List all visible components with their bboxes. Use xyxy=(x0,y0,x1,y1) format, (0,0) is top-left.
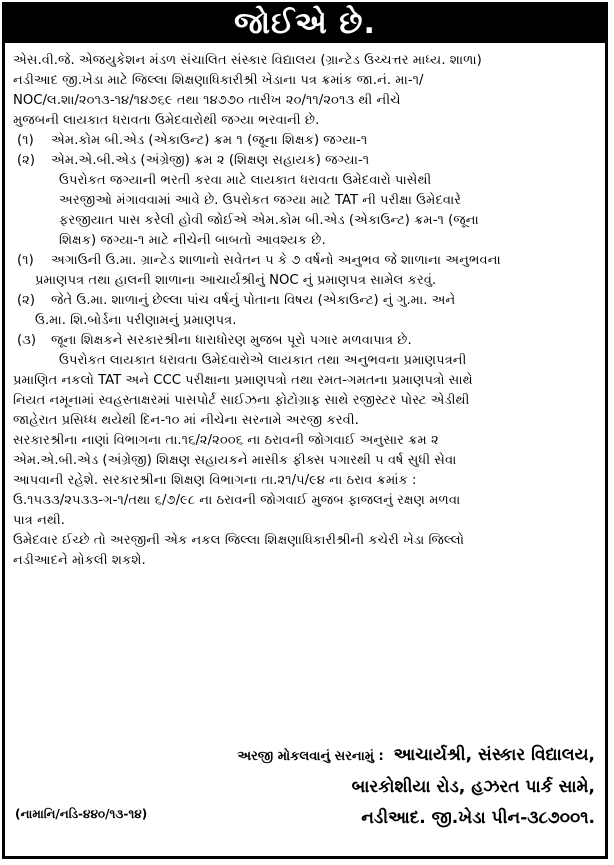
ad-body xyxy=(13,51,599,571)
govt-line: ઉ.૧૫૩૩/૨૫૩૩-ગ-૧/તથા ૬/૭/૯૮ ના ઠરાવની જોગવાઈ મુજબ ફાજલનું રક્ષણ મળવા xyxy=(13,493,461,508)
reference-number: (નામાનિ/નડિ-૪૪૦/૧૩-૧૪) xyxy=(15,807,148,821)
address-text: આચાર્યશ્રી, સંસ્કાર વિદ્યાલય, xyxy=(393,745,595,765)
requirement-text: અગાઉની ઉ.મા. ગ્રાન્ટેડ શાળાનો સવેતન ૫ કે ૭ વર્ષનો અનુભવ જે શાળાના અનુભવના xyxy=(51,253,501,268)
requirement-number: (૩) xyxy=(17,333,37,348)
post-number: (૨) xyxy=(17,153,36,168)
apply-line: નિયત નમૂનામાં સ્વહસ્તાક્ષરમાં પાસપોર્ટ સાઈઝના ફોટોગ્રાફ સાથે રજીસ્ટર પોસ્ટ એડીથી xyxy=(13,393,470,408)
address-line-1 xyxy=(237,740,595,772)
intro-line: નડીઆદ જી.ખેડા માટે જિલ્લા શિક્ષણાધિકારીશ્રી ખેડાના પત્ર ક્રમાંક જા.નં. મા-૧/ xyxy=(13,73,424,88)
address-block xyxy=(237,740,595,834)
post-note-line: ફરજીયાત પાસ કરેલી હોવી જોઈએ એમ.કોમ બી.એડ (એકાઉન્ટ) ક્રમ-૧ (જૂના xyxy=(59,213,479,228)
post-text: એમ.કોમ બી.એડ (એકાઉન્ટ) ક્રમ ૧ (જૂના શિક્ષક) જગ્યા-૧ xyxy=(51,133,368,148)
requirement-number: (૨) xyxy=(17,293,36,308)
post-note-line: અરજીઓ મંગાવવામાં આવે છે. ઉપરોકત જગ્યા માટે TAT ની પરીક્ષા ઉમેદવારે xyxy=(59,193,462,208)
post-item xyxy=(13,131,599,151)
address-line-3: નડીઆદ. જી.ખેડા પીન-૩૮૭૦૦૧. xyxy=(361,808,595,828)
requirement-item xyxy=(13,251,599,271)
govt-line: સરકારશ્રીના નાણાં વિભાગના તા.૧૬/૨/૨૦૦૬ ના ઠરાવની જોગવાઈ અનુસાર ક્રમ ૨ xyxy=(13,433,439,448)
posts-list xyxy=(13,131,599,171)
post-item xyxy=(13,151,599,171)
requirement-item xyxy=(13,331,599,351)
headline: જોઈએ છે. xyxy=(5,5,605,43)
apply-paragraph xyxy=(13,351,599,431)
intro-line: એસ.વી.જે. એજયુકેશન મંડળ સંચાલિત સંસ્કાર વિદ્યાલય (ગ્રાન્ટેડ ઉચ્ચત્તર માધ્ય. શાળા) xyxy=(13,53,482,68)
intro-line: મુજબની લાયકાત ધરાવતા ઉમેદવારોથી જગ્યા ભરવાની છે. xyxy=(13,113,320,128)
intro-paragraph xyxy=(13,51,599,131)
post-note-line: શિક્ષક) જગ્યા-૧ માટે નીચેની બાબતો આવશ્યક છે. xyxy=(59,233,326,248)
post-text: એમ.એ.બી.એડ (અંગ્રેજી) ક્રમ ૨ (શિક્ષણ સહાયક) જગ્યા-૧ xyxy=(51,153,370,168)
address-label: અરજી મોકલવાનું સરનામું : xyxy=(237,749,384,764)
requirement-item xyxy=(13,291,599,311)
requirement-number: (૧) xyxy=(17,253,34,268)
advertisement-frame xyxy=(2,2,608,859)
govt-line: એમ.એ.બી.એડ (અંગ્રેજી) શિક્ષણ સહાયકને માસીક ફીક્સ પગારથી ૫ વર્ષ સુધી સેવા xyxy=(13,453,457,468)
post-number: (૧) xyxy=(17,133,34,148)
requirement-text: જૂના શિક્ષકને સરકારશ્રીના ધારાધોરણ મુજબ પૂરો પગાર મળવાપાત્ર છે. xyxy=(51,333,412,348)
apply-line: જાહેરાત પ્રસિધ્ધ થયેથી દિન-૧૦ માં નીચેના સરનામે અરજી કરવી. xyxy=(13,413,359,428)
apply-line: ઉપરોકત લાયકાત ધરાવતા ઉમેદવારોએ લાયકાત તથા અનુભવના પ્રમાણપત્રની xyxy=(59,353,467,368)
apply-line: પ્રમાણિત નકલો TAT અને CCC પરીક્ષાના પ્રમાણપત્રો તથા રમત-ગમતના પ્રમાણપત્રો સાથે xyxy=(13,373,473,388)
intro-line: NOC/લ.શા/૨૦૧૩-૧૪/૧૪૭૬૯ તથા ૧૪૭૭૦ તારીખ ૨૦/૧૧/૨૦૧૩ થી નીચે xyxy=(13,93,401,108)
copy-line: નડીઆદને મોકલી શકશે. xyxy=(13,553,146,568)
copy-paragraph xyxy=(13,531,599,571)
government-paragraph xyxy=(13,431,599,531)
requirement-text: જેતે ઉ.મા. શાળાનું છેલ્લા પાંચ વર્ષનું પોતાના વિષય (એકાઉન્ટ) નું ગુ.મા. અને xyxy=(51,293,456,308)
address-line-2: બારકોશીયા રોડ, હઝરત પાર્ક સામે, xyxy=(351,777,595,797)
requirements-list xyxy=(13,251,599,351)
govt-line: પાત્ર નથી. xyxy=(13,513,65,528)
post-note-line: ઉપરોકત જગ્યાની ભરતી કરવા માટે લાયકાત ધરાવતા ઉમેદવારો પાસેથી xyxy=(59,173,432,188)
post-note xyxy=(13,171,599,251)
copy-line: ઉમેદવાર ઈચ્છે તો અરજીની એક નકલ જિલ્લા શિક્ષણાધિકારીશ્રીની કચેરી ખેડા જિલ્લો xyxy=(13,533,465,548)
requirement-text: ઉ.મા. શિ.બોર્ડના પરીણામનું પ્રમાણપત્ર. xyxy=(35,313,237,328)
requirement-text: પ્રમાણપત્ર તથા હાલની શાળાના આચાર્યશ્રીનું NOC નું પ્રમાણપત્ર સામેલ કરવું. xyxy=(35,273,437,288)
govt-line: આપવાની રહેશે. સરકારશ્રીના શિક્ષણ વિભાગના તા.૨૧/૫/૯૪ ના ઠરાવ ક્રમાંક : xyxy=(13,473,417,488)
